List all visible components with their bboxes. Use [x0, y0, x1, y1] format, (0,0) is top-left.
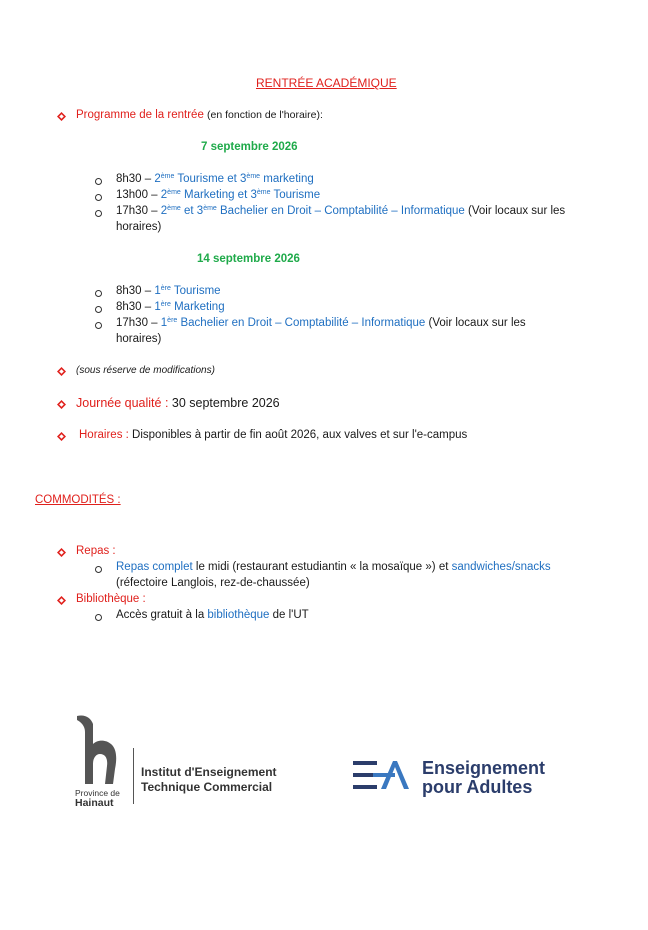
- programme-label: Programme de la rentrée: [76, 109, 204, 121]
- journee-value: 30 septembre 2026: [171, 396, 280, 410]
- circle-bullet-icon: [95, 566, 102, 573]
- item-text: et 3: [180, 205, 204, 217]
- item-course: [154, 285, 220, 297]
- diamond-bullet-icon: [57, 112, 66, 121]
- institut-line1: Institut d'Enseignement: [141, 765, 277, 779]
- programme-heading: [76, 109, 323, 121]
- logo-divider: [133, 748, 134, 804]
- item-tail: (Voir locaux sur les: [464, 205, 566, 217]
- biblio-label: Bibliothèque :: [76, 593, 146, 605]
- circle-bullet-icon: [95, 290, 102, 297]
- ea-line2: pour Adultes: [422, 777, 533, 797]
- repas-label: Repas :: [76, 545, 116, 557]
- item-course: [161, 205, 465, 217]
- commodites-title: COMMODITÉS :: [35, 494, 121, 506]
- day2-date: 14 septembre 2026: [197, 253, 300, 265]
- province-line1: Province de: [75, 788, 120, 798]
- item-text: Bachelier en Droit – Comptabilité – Informatique: [216, 205, 465, 217]
- item-text: Tourisme: [270, 189, 321, 201]
- diamond-bullet-icon: [57, 432, 66, 441]
- item-text: Bachelier en Droit – Comptabilité – Informatique: [177, 317, 426, 329]
- horaires: [79, 429, 467, 441]
- schedule-item: [116, 285, 221, 297]
- item-tail: (Voir locaux sur les: [425, 317, 526, 329]
- item-sup: ère: [167, 317, 178, 324]
- page-title: RENTRÉE ACADÉMIQUE: [256, 76, 397, 90]
- schedule-item: [116, 189, 320, 201]
- item-year: 2: [160, 205, 168, 217]
- item-course: [161, 189, 320, 201]
- biblio-link: bibliothèque: [207, 609, 270, 621]
- item-time: 13h00 –: [116, 189, 161, 201]
- item-sup: ème: [256, 189, 271, 196]
- institut-line2: Technique Commercial: [141, 780, 273, 794]
- item-sup: ème: [167, 189, 181, 196]
- item-sup: ère: [160, 285, 171, 292]
- biblio-text: Accès gratuit à la: [116, 609, 208, 621]
- circle-bullet-icon: [95, 194, 102, 201]
- item-year: 1: [160, 317, 168, 329]
- diamond-bullet-icon: [57, 367, 66, 376]
- item-year: 1: [154, 285, 161, 297]
- ea-line1: Enseignement: [422, 758, 546, 778]
- diamond-bullet-icon: [57, 400, 66, 409]
- item-sup: ème: [160, 173, 175, 180]
- circle-bullet-icon: [95, 210, 102, 217]
- schedule-item: [116, 301, 225, 313]
- item-text: Marketing et 3: [180, 189, 257, 201]
- item-time: 17h30 –: [116, 205, 161, 217]
- diamond-bullet-icon: [57, 548, 66, 557]
- programme-note: (en fonction de l'horaire):: [207, 109, 323, 121]
- item-course: [154, 301, 224, 313]
- repas-complet: Repas complet: [116, 561, 193, 573]
- item-year: 2: [160, 189, 168, 201]
- ea-logo-icon: [351, 757, 411, 797]
- circle-bullet-icon: [95, 322, 102, 329]
- reserve-note: (sous réserve de modifications): [76, 365, 215, 376]
- item-continuation: horaires): [116, 333, 162, 345]
- item-course: [154, 173, 313, 185]
- circle-bullet-icon: [95, 614, 102, 621]
- horaires-label: Horaires :: [79, 429, 133, 441]
- horaires-value: Disponibles à partir de fin août 2026, aux valves et sur l'e-campus: [132, 429, 468, 441]
- repas-sandwiches: sandwiches/snacks: [451, 561, 551, 573]
- item-time: 8h30 –: [116, 173, 155, 185]
- hainaut-bird-logo-icon: [75, 714, 127, 786]
- item-sup: ère: [160, 301, 171, 308]
- item-time: 17h30 –: [116, 317, 161, 329]
- item-continuation: horaires): [116, 221, 162, 233]
- journee-label: Journée qualité :: [76, 396, 172, 410]
- circle-bullet-icon: [95, 178, 102, 185]
- province-line2: Hainaut: [75, 797, 114, 809]
- item-text: marketing: [260, 173, 314, 185]
- item-text: Tourisme et 3: [174, 173, 247, 185]
- day1-date: 7 septembre 2026: [201, 141, 298, 153]
- item-year: 1: [154, 301, 161, 313]
- item-sup: ème: [246, 173, 261, 180]
- circle-bullet-icon: [95, 306, 102, 313]
- schedule-item: [116, 205, 565, 217]
- repas-continuation: (réfectoire Langlois, rez-de-chaussée): [116, 577, 310, 589]
- item-course: [161, 317, 426, 329]
- schedule-item: [116, 173, 314, 185]
- biblio-detail: [116, 609, 309, 621]
- biblio-text: de l'UT: [269, 609, 309, 621]
- item-text: Marketing: [170, 301, 225, 313]
- item-time: 8h30 –: [116, 285, 155, 297]
- diamond-bullet-icon: [57, 596, 66, 605]
- schedule-item: [116, 317, 526, 329]
- journee-qualite: [76, 396, 280, 410]
- item-sup: ème: [167, 205, 181, 212]
- item-time: 8h30 –: [116, 301, 155, 313]
- repas-text: le midi (restaurant estudiantin « la mosaïque ») et: [192, 561, 452, 573]
- repas-detail: [116, 561, 551, 573]
- item-sup: ème: [203, 205, 217, 212]
- item-text: Tourisme: [170, 285, 221, 297]
- item-year: 2: [154, 173, 161, 185]
